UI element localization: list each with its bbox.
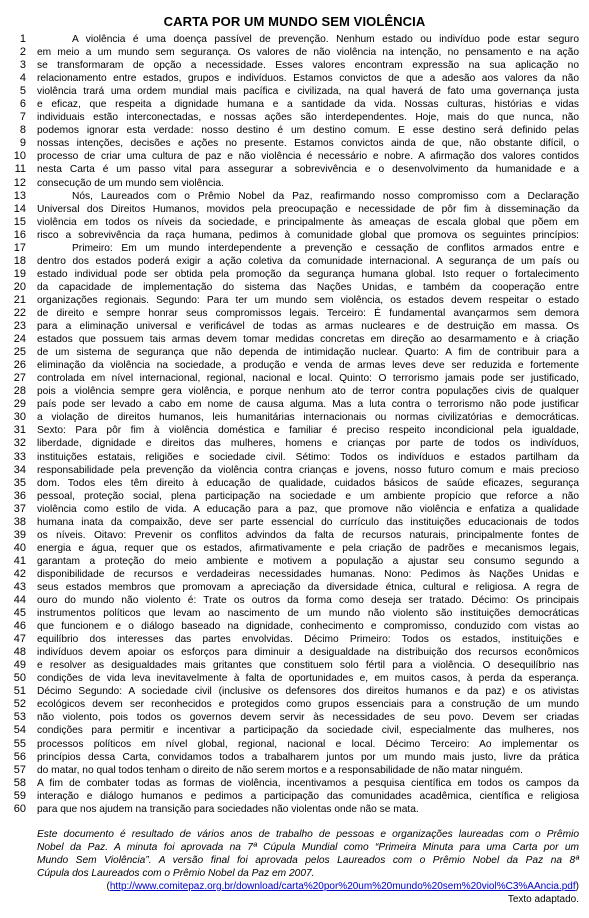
text-line [0,620,589,633]
document-title: CARTA POR UM MUNDO SEM VIOLÊNCIA [163,14,426,29]
text-line [0,59,589,72]
text-line [0,516,589,529]
line-number: 51 [13,685,26,698]
line-number: 47 [13,633,26,646]
line-text: pessoal, proteção social, plena participação na sociedade e um ambiente propício que reforce a não [37,490,579,502]
text-line [0,98,589,111]
source-close-paren: ) [575,881,579,892]
text-line [0,216,589,229]
line-number: 42 [13,567,26,580]
line-number: 31 [13,424,26,437]
line-text: princípios dessa Carta, convidamos todos a trabalharem juntos por um mundo mais justo, livre da prática [37,751,579,763]
line-number: 43 [13,580,26,593]
line-number: 30 [13,411,26,424]
line-text: Nós, Laureados com o Prêmio Nobel da Paz, reafirmando nosso compromisso com a Declaração [72,190,579,202]
line-number: 35 [13,476,26,489]
line-number: 24 [13,333,26,346]
text-line [0,451,589,464]
line-text: indivíduos devem apoiar os esforços para diminuir a desigualdade na distribuição dos recursos econômicos [37,647,579,659]
line-number: 46 [13,620,26,633]
text-line [0,46,589,59]
line-number: 25 [13,346,26,359]
line-text: de um sistema de segurança que não dependa de intimidação nuclear. Quarto: A fim de contribuir para a [37,347,579,359]
source-link[interactable]: http://www.comitepaz.org.br/download/carta%20por%20um%20mundo%20sem%20viol%C3%AAncia.pdf [109,881,576,892]
line-number: 18 [13,254,26,267]
text-line [0,777,589,790]
line-text: da capacidade de implementação do sistema das Nações Unidas, e também da cooperação entre [37,281,579,293]
text-line [0,281,589,294]
numbered-text-body [0,33,589,816]
line-text: instituições estatais, religiões e sociedade civil. Sétimo: Todos os indivíduos e estados partilham da [37,451,579,463]
line-text: humana inata da compaixão, deve ser parte essencial do currículo das instituições educacionais de todos [37,516,579,528]
line-text: condições de vida leva inevitavelmente à falta de oportunidades e, em muitos casos, à perda da esperança. [37,673,579,685]
text-line [0,177,589,190]
text-line [0,803,589,816]
line-number: 29 [13,398,26,411]
line-text: garantam a proteção do meio ambiente e motivem a população a ajustar seu consumo segundo a [37,555,579,567]
line-text: instrumentos políticos que levam ao nascimento de um mundo não violento são instituições democráticas [37,608,579,620]
text-line [0,190,589,203]
text-line [0,751,589,764]
line-number: 14 [13,202,26,215]
line-text: eliminação da violência na sociedade, a produção e venda de armas leves deve ser reduzida e fortemente [37,360,579,372]
line-text: processo de criar uma cultura de paz e não violência é necessário e nobre. A afirmação dos valores contidos [37,151,579,163]
line-number: 57 [13,763,26,776]
line-text: violência como estilo de vida. A educação para a paz, que promove não violência e enfatiza a qualidade [37,503,579,515]
line-text: organizações regionais. Segundo: Para ter um mundo sem violência, os estados devem respeitar o estado [37,294,579,306]
text-line [0,568,589,581]
line-text: equilíbrio dos interesses das partes envolvidas. Décimo Primeiro: Todos os estados, instituições e [37,634,579,646]
line-number: 6 [19,98,26,111]
line-text: ecológicos devem ser reconhecidos e protegidos como grupos essenciais para a construção de um mundo [37,699,579,711]
text-line [0,229,589,242]
line-text: Sexto: Para pôr fim à violência doméstica e familiar é preciso respeito incondicional pela igualdade, [37,425,579,437]
note-line: Mundo Sem Violência”. A versão final foi aprovada pelos Laureados com o Prêmio Nobel da Paz na 8ª [37,855,579,866]
line-number: 20 [13,280,26,293]
line-text: para a eliminação universal e verificável de todas as armas nucleares e de destruição em massa. Os [37,321,579,333]
line-number: 2 [19,46,26,59]
line-number: 12 [13,176,26,189]
line-text: ouro do mundo não violento é: Trate os outros da forma como deseja ser tratado. Décimo: Os principais [37,595,579,607]
text-line [0,790,589,803]
line-number: 1 [19,33,26,45]
line-text: de direito e sempre honrar seus compromissos legais. Terceiro: É fundamental avançarmos sem demora [37,307,579,319]
line-text: em meio a um mundo sem segurança. Os valores de não violência na intenção, no pensamento e na ação [37,47,579,59]
note-line: Cúpula dos Laureados com o Prêmio Nobel da Paz em 2007. [37,868,315,879]
line-number: 33 [13,450,26,463]
text-line [0,255,589,268]
line-number: 38 [13,515,26,528]
text-line [0,124,589,137]
line-number: 10 [13,150,26,163]
line-number: 37 [13,502,26,515]
line-number: 22 [13,306,26,319]
line-text: Décimo Segundo: A sociedade civil (inclusive os defensores dos direitos humanos e da paz) e os ativistas [37,686,579,698]
text-line [0,320,589,333]
line-number: 52 [13,698,26,711]
line-number: 15 [13,215,26,228]
text-line [0,672,589,685]
text-line [0,464,589,477]
line-text: relacionamento entre estados, grupos e indivíduos. Estamos convictos de que a adesão aos valores da não [37,73,579,85]
text-line [0,711,589,724]
text-line [0,698,589,711]
source-citation [0,880,579,893]
note-line: Nobel da Paz. A minuta foi aprovada na 7ª Cúpula Mundial como “Primeira Minuta para uma Carta por um [37,842,579,853]
line-text: responsabilidade pela prevenção da violência contra crianças e jovens, nosso futuro comum e mais precioso [37,464,579,476]
line-number: 3 [19,59,26,72]
text-line [0,738,589,751]
text-line [0,137,589,150]
line-text: A fim de combater todas as formas de violência, incentivamos a pesquisa científica em todos os campos da [37,777,579,789]
line-text: processos políticos em nível global, regional, nacional e local. Décimo Terceiro: Ao implementar os [37,738,579,750]
line-number: 36 [13,489,26,502]
text-line [0,659,589,672]
text-line [0,594,589,607]
text-line [0,333,589,346]
line-text: disponibilidade de recursos e verdadeiras necessidades humanas. Nono: Pedimos às Nações Unidas e [37,568,579,580]
line-number: 40 [13,541,26,554]
line-number: 26 [13,359,26,372]
line-text: Primeiro: Em um mundo interdependente a prevenção e cessação de conflitos armados entre e [72,242,579,254]
text-line [0,437,589,450]
line-number: 17 [13,241,26,254]
text-line [0,268,589,281]
line-number: 39 [13,528,26,541]
line-text: e resolver as desigualdades mais gritantes que constituem solo fértil para a violência. O desequilíbrio nas [37,660,579,672]
line-text: nossas intenções, decisões e ações no presente. Estamos convictos ainda de que, não obstante difícil, o [37,138,579,150]
source-open-paren: ( [106,881,110,892]
text-line [0,72,589,85]
line-number: 44 [13,594,26,607]
line-text: seus estados membros que promovam a apreciação da diversidade étnica, cultural e religiosa. A regra de [37,581,579,593]
text-line [0,294,589,307]
line-text: para que nos ajudem na transição para sociedades não violentas onde não se mata. [37,803,419,815]
text-line [0,581,589,594]
text-line [0,242,589,255]
text-line [0,724,589,737]
note-line: Este documento é resultado de vários anos de trabalho de pessoas e organizações laureadas com o Prêmio [37,829,579,840]
line-number: 23 [13,320,26,333]
line-text: país pode ser levado a cabo em nome de causa alguma. Mas a luta contra o terrorismo não pode justificar [37,399,579,411]
line-text: não violento, pois todos os governos devem servir às necessidades de seu povo. Devem ser criadas [37,712,579,724]
line-text: violência trará uma ordem mundial mais pacífica e civilizada, na qual haverá de fato uma governança justa [37,86,579,98]
line-text: podemos ignorar esta verdade: nosso destino é um destino comum. E esse destino será definido pelas [37,125,579,137]
line-number: 55 [13,737,26,750]
adapted-label: Texto adaptado. [507,894,579,905]
line-text: condições para permitir e incentivar a participação da sociedade civil, especialmente das mulheres, nos [37,725,579,737]
text-line [0,503,589,516]
line-number: 54 [13,724,26,737]
line-number: 53 [13,711,26,724]
line-text: a violação de direitos humanos, leis humanitárias internacionais ou normas civilizatórias e democráticas. [37,412,579,424]
text-line [0,477,589,490]
text-line [0,424,589,437]
line-text: A violência é uma doença passível de prevenção. Nenhum estado ou indivíduo pode estar seguro [72,34,579,45]
line-text: estados que possuem tais armas devem tomar medidas concretas em direção ao desarmamento e à criação [37,334,579,346]
text-line [0,529,589,542]
line-text: risco a sobrevivência da raça humana, pedimos à comunidade global que promova os seguintes princípios: [37,229,579,241]
line-text: do matar, no qual todos tenham o direito de não serem mortos e a responsabilidade de não matar ninguém. [37,764,523,776]
line-number: 28 [13,385,26,398]
line-text: dom. Todos eles têm direito à educação de qualidade, cuidados básicos de saúde eficazes, segurança [37,477,579,489]
text-line [0,33,589,46]
text-line [0,633,589,646]
text-line [0,163,589,176]
line-number: 59 [13,789,26,802]
source-note [37,828,579,880]
line-number: 27 [13,372,26,385]
line-number: 7 [19,111,26,124]
line-number: 19 [13,267,26,280]
text-line [0,346,589,359]
line-text: interação e diálogo humanos e pedimos a participação das comunidades acadêmica, científica e religiosa [37,790,579,802]
line-number: 34 [13,463,26,476]
text-line [0,111,589,124]
text-line [0,685,589,698]
line-number: 56 [13,750,26,763]
text-line [0,490,589,503]
text-line [0,411,589,424]
line-text: se transformaram de opção a necessidade. Esses valores encontram expressão na sua aplicação no [37,60,579,72]
text-line [0,764,589,777]
text-line [0,385,589,398]
line-number: 48 [13,646,26,659]
line-number: 4 [19,72,26,85]
line-number: 49 [13,659,26,672]
line-text: liberdade, dignidade e direitos das mulheres, homens e crianças por parte de todos os indivíduos, [37,438,579,450]
line-number: 16 [13,228,26,241]
line-text: pois a violência sempre gera violência, e porque nenhum ato de terror contra populações civis de qualquer [37,386,579,398]
text-line [0,646,589,659]
line-text: Universal dos Direitos Humanos, movidos pela preocupação e necessidade de pôr fim à disseminação da [37,203,579,215]
line-number: 60 [13,802,26,815]
text-line [0,307,589,320]
line-text: que funcionem e o diálogo baseado na dignidade, conhecimento e compromisso, conduzido com vistas ao [37,621,579,633]
text-line [0,203,589,216]
line-text: os níveis. Oitavo: Prevenir os conflitos advindos da falta de recursos naturais, principalmente fontes de [37,529,579,541]
line-text: estado individual pode ser obtida pela promoção da segurança humana global. Isto requer o fortalecimento [37,268,579,280]
line-number: 9 [19,137,26,150]
line-text: controlada em nível internacional, regional, nacional e local. Quinto: O terrorismo jamais pode ser justificado, [37,373,579,385]
text-line [0,150,589,163]
line-text: violência em todos os níveis da sociedade, e principalmente às ameaças de escala global que põem em [37,216,579,228]
text-line [0,85,589,98]
line-number: 21 [13,293,26,306]
text-line [0,542,589,555]
line-number: 50 [13,672,26,685]
text-line [0,555,589,568]
line-number: 13 [13,189,26,202]
line-number: 5 [19,85,26,98]
line-number: 41 [13,554,26,567]
line-text: energia e água, requer que os estados, afirmativamente e pela criação de padrões e mecanismos legais, [37,542,579,554]
line-number: 8 [19,124,26,137]
text-line [0,359,589,372]
line-text: consecução de um mundo sem violência. [37,177,224,189]
line-text: nesta Carta é um passo vital para assegurar a sobrevivência e o desenvolvimento da humanidade e a [37,164,579,176]
line-number: 58 [13,776,26,789]
line-text: dentro dos estados poderá exigir a ação coletiva da comunidade internacional. A segurança de um país ou [37,255,579,267]
text-line [0,398,589,411]
line-text: e eficaz, que respeita a dignidade humana e a santidade da vida. Nossas culturas, histórias e vidas [37,99,579,111]
text-line [0,607,589,620]
line-text: individuais estão interconectadas, e nossas ações são interdependentes. Hoje, mais do que nunca, não [37,112,579,124]
line-number: 11 [14,163,26,176]
line-number: 32 [13,437,26,450]
text-line [0,372,589,385]
line-number: 45 [13,607,26,620]
